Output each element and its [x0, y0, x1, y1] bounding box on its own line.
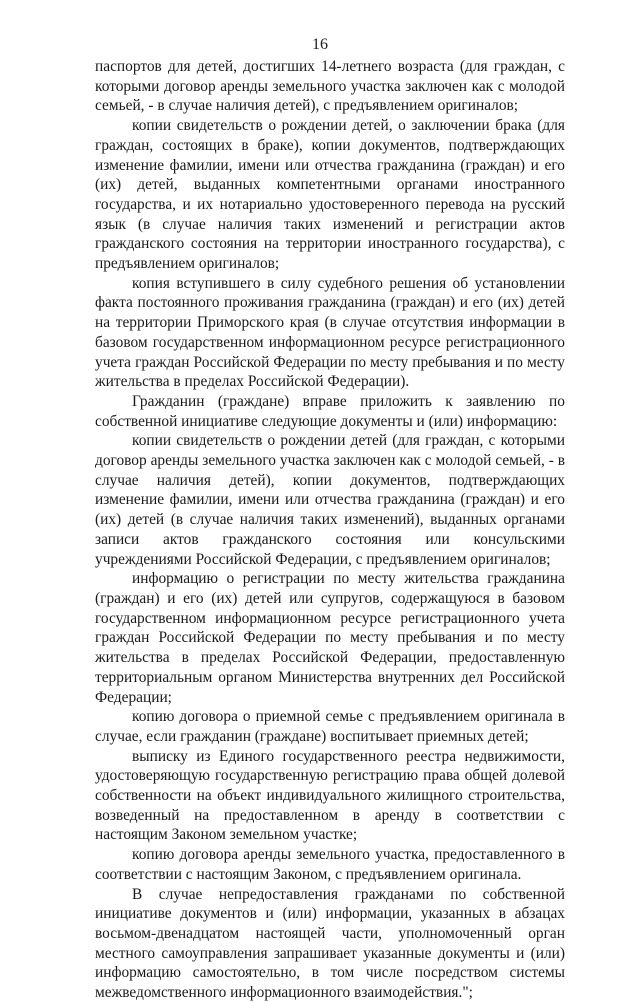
paragraph-birth-marriage-certificates: копии свидетельств о рождении детей, о заключении брака (для граждан, состоящих в браке), копии документов, подтверждающих изменение фамилии, имени или отчества гражданина (граждан) и его (их) детей, выданных компетентными органами иностранного государства, и их нотариально удостоверенного перевода на русский язык (в случае наличия таких изменений и регистрации актов гражданского состояния на территории иностранного государства), с предъявлением оригиналов;: [95, 117, 565, 273]
paragraph-lease-contract: копию договора аренды земельного участка, предоставленного в соответствии с настоящим Законом, с предъявлением оригинала.: [95, 846, 565, 883]
page-number: 16: [312, 36, 328, 53]
paragraph-court-decision: копия вступившего в силу судебного решения об установлении факта постоянного проживания гражданина (граждан) и его (их) детей на территории Приморского края (в случае отсутствия информации в базовом государственном информационном ресурсе регистрационного учета граждан Российской Федерации по месту пребывания и по месту жительства в пределах Российской Федерации).: [95, 274, 565, 391]
paragraph-real-estate-extract: выписку из Единого государственного реестра недвижимости, удостоверяющую государственную регистрацию права общей долевой собственности на объект индивидуального жилищного строительства, возведенный на предоставленном в аренду в соответствии с настоящим Законом земельном участке;: [95, 747, 565, 844]
paragraph-children-birth-certificates: копии свидетельств о рождении детей (для граждан, с которыми договор аренды земельного участка заключен как с молодой семьей, - в случае наличия детей), копии документов, подтверждающих изменение фамилии, имени или отчества гражданина (граждан) и его (их) детей (в случае наличия таких изменений), выданных органами записи актов гражданского состояния или консульскими учреждениями Российской Федерации, с предъявлением оригиналов;: [95, 432, 565, 568]
paragraph-registration-info: информацию о регистрации по месту жительства гражданина (граждан) и его (их) детей или супругов, содержащуюся в базовом государственном информационном ресурсе регистрационного учета граждан Российской Федерации по месту пребывания и по месту жительства в пределах Российской Федерации, предоставленную территориальным органом Министерства внутренних дел Российской Федерации;: [95, 570, 565, 706]
document-body: [95, 57, 565, 1003]
paragraph-interagency-request: В случае непредоставления гражданами по собственной инициативе документов и (или) информации, указанных в абзацах восьмом-двенадцатом настоящей части, уполномоченный орган местного самоуправления запрашивает указанные документы и (или) информацию самостоятельно, в том числе посредством системы межведомственного информационного взаимодействия.";: [95, 885, 565, 1002]
paragraph-optional-documents-intro: Гражданин (граждане) вправе приложить к заявлению по собственной инициативе следующие документы и (или) информацию:: [95, 392, 565, 430]
paragraph-foster-family-contract: копию договора о приемной семье с предъявлением оригинала в случае, если гражданин (граждане) воспитывает приемных детей;: [95, 708, 565, 745]
paragraph-passports: паспортов для детей, достигших 14-летнего возраста (для граждан, с которыми договор аренды земельного участка заключен как с молодой семьей, - в случае наличия детей), с предъявлением оригиналов;: [95, 58, 565, 115]
